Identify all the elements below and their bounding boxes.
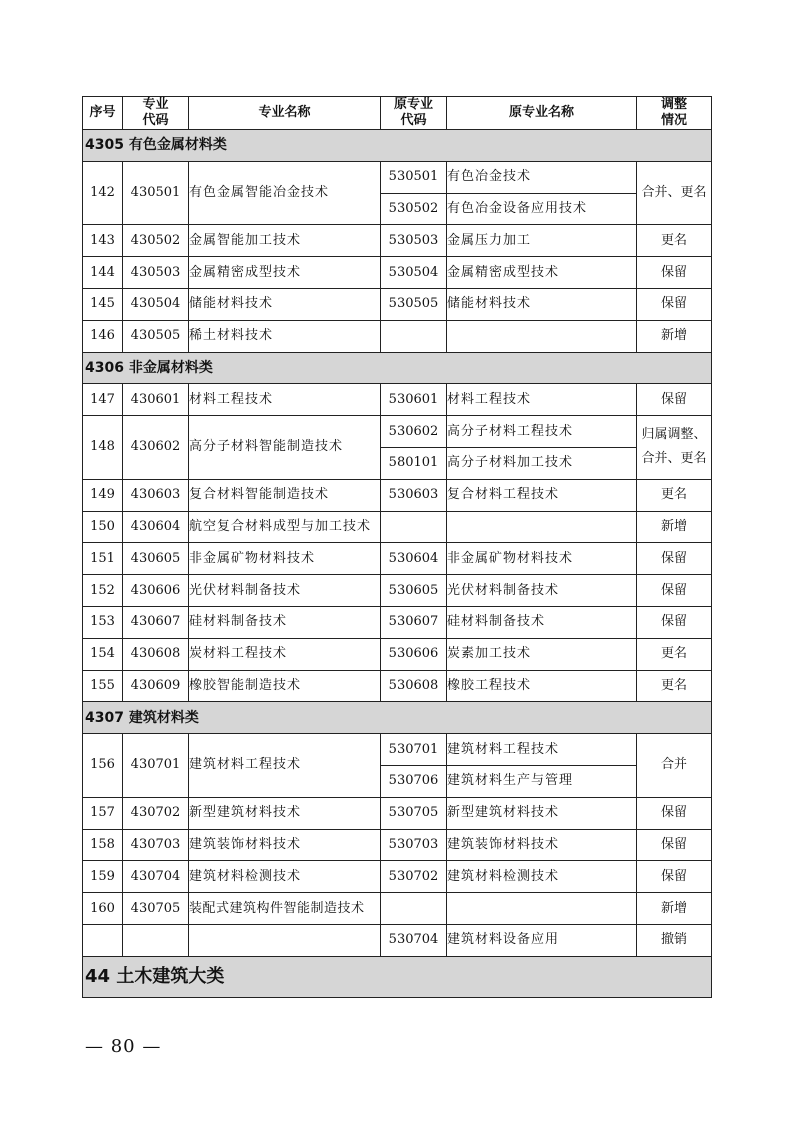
seq-cell: 156 xyxy=(83,734,123,798)
seq-cell: 153 xyxy=(83,606,123,638)
status-cell: 新增 xyxy=(637,320,712,352)
orig-name-cell: 金属精密成型技术 xyxy=(447,257,637,289)
name-cell: 光伏材料制备技术 xyxy=(189,575,381,607)
orig-name-cell: 储能材料技术 xyxy=(447,288,637,320)
header-orig-code: 原专业 代码 xyxy=(381,97,447,130)
orig-code-cell xyxy=(381,511,447,543)
seq-cell: 150 xyxy=(83,511,123,543)
name-cell: 炭材料工程技术 xyxy=(189,638,381,670)
header-name: 专业名称 xyxy=(189,97,381,130)
code-cell: 430705 xyxy=(123,893,189,925)
category-row xyxy=(83,130,712,162)
seq-cell: 151 xyxy=(83,543,123,575)
orig-code-cell: 530601 xyxy=(381,384,447,416)
category-4306: 4306 非金属材料类 xyxy=(83,352,712,384)
orig-name-cell xyxy=(447,320,637,352)
page-number: — 80 — xyxy=(85,1036,162,1057)
table-row xyxy=(83,161,712,193)
name-cell: 金属智能加工技术 xyxy=(189,225,381,257)
seq-cell: 154 xyxy=(83,638,123,670)
name-cell: 非金属矿物材料技术 xyxy=(189,543,381,575)
status-cell: 保留 xyxy=(637,288,712,320)
code-cell: 430601 xyxy=(123,384,189,416)
name-cell: 有色金属智能冶金技术 xyxy=(189,161,381,225)
status-cell: 新增 xyxy=(637,893,712,925)
orig-code-cell: 530603 xyxy=(381,479,447,511)
table-row xyxy=(83,288,712,320)
orig-code-cell: 530704 xyxy=(381,924,447,956)
status-cell: 保留 xyxy=(637,606,712,638)
name-cell: 材料工程技术 xyxy=(189,384,381,416)
seq-cell: 152 xyxy=(83,575,123,607)
code-cell: 430602 xyxy=(123,416,189,480)
code-cell: 430501 xyxy=(123,161,189,225)
status-cell: 更名 xyxy=(637,670,712,702)
code-cell: 430608 xyxy=(123,638,189,670)
seq-cell: 158 xyxy=(83,829,123,861)
status-cell: 保留 xyxy=(637,257,712,289)
table-row xyxy=(83,797,712,829)
table-row xyxy=(83,829,712,861)
orig-code-cell xyxy=(381,893,447,925)
status-cell: 更名 xyxy=(637,479,712,511)
orig-code-cell: 530703 xyxy=(381,829,447,861)
code-cell: 430704 xyxy=(123,861,189,893)
orig-name-cell: 建筑材料生产与管理 xyxy=(447,765,637,797)
table-row xyxy=(83,734,712,766)
status-cell: 新增 xyxy=(637,511,712,543)
code-cell: 430502 xyxy=(123,225,189,257)
status-cell: 合并 xyxy=(637,734,712,798)
table-row xyxy=(83,861,712,893)
category-44: 44 土木建筑大类 xyxy=(83,956,712,997)
orig-code-cell: 530701 xyxy=(381,734,447,766)
table-row xyxy=(83,924,712,956)
orig-name-cell: 新型建筑材料技术 xyxy=(447,797,637,829)
name-cell: 新型建筑材料技术 xyxy=(189,797,381,829)
table-row xyxy=(83,670,712,702)
seq-cell: 146 xyxy=(83,320,123,352)
seq-cell: 155 xyxy=(83,670,123,702)
header-orig-name: 原专业名称 xyxy=(447,97,637,130)
header-status: 调整 情况 xyxy=(637,97,712,130)
name-cell: 硅材料制备技术 xyxy=(189,606,381,638)
code-cell xyxy=(123,924,189,956)
table-header-row xyxy=(83,97,712,130)
orig-code-cell xyxy=(381,320,447,352)
code-cell: 430607 xyxy=(123,606,189,638)
status-cell: 保留 xyxy=(637,797,712,829)
seq-cell: 160 xyxy=(83,893,123,925)
orig-name-cell xyxy=(447,511,637,543)
orig-name-cell xyxy=(447,893,637,925)
seq-cell: 147 xyxy=(83,384,123,416)
table-row xyxy=(83,606,712,638)
code-cell: 430701 xyxy=(123,734,189,798)
orig-code-cell: 530505 xyxy=(381,288,447,320)
seq-cell: 149 xyxy=(83,479,123,511)
orig-code-cell: 530705 xyxy=(381,797,447,829)
name-cell: 航空复合材料成型与加工技术 xyxy=(189,511,381,543)
orig-code-cell: 530503 xyxy=(381,225,447,257)
orig-code-cell: 530604 xyxy=(381,543,447,575)
table-row xyxy=(83,257,712,289)
orig-name-cell: 建筑材料设备应用 xyxy=(447,924,637,956)
code-cell: 430702 xyxy=(123,797,189,829)
status-cell: 保留 xyxy=(637,861,712,893)
category-row xyxy=(83,352,712,384)
orig-name-cell: 硅材料制备技术 xyxy=(447,606,637,638)
orig-code-cell: 580101 xyxy=(381,447,447,479)
orig-name-cell: 非金属矿物材料技术 xyxy=(447,543,637,575)
name-cell: 稀土材料技术 xyxy=(189,320,381,352)
table-row xyxy=(83,638,712,670)
orig-name-cell: 炭素加工技术 xyxy=(447,638,637,670)
table-row xyxy=(83,479,712,511)
name-cell: 储能材料技术 xyxy=(189,288,381,320)
table-row xyxy=(83,543,712,575)
orig-code-cell: 530702 xyxy=(381,861,447,893)
seq-cell: 143 xyxy=(83,225,123,257)
table-row xyxy=(83,320,712,352)
seq-cell xyxy=(83,924,123,956)
seq-cell: 145 xyxy=(83,288,123,320)
code-cell: 430503 xyxy=(123,257,189,289)
code-cell: 430703 xyxy=(123,829,189,861)
status-cell: 保留 xyxy=(637,829,712,861)
status-cell: 更名 xyxy=(637,638,712,670)
orig-name-cell: 建筑材料检测技术 xyxy=(447,861,637,893)
major-adjustment-table xyxy=(82,96,712,998)
status-cell: 归属调整、 合并、更名 xyxy=(637,416,712,480)
category-row xyxy=(83,702,712,734)
table-row xyxy=(83,575,712,607)
category-row xyxy=(83,956,712,997)
name-cell: 建筑装饰材料技术 xyxy=(189,829,381,861)
header-seq: 序号 xyxy=(83,97,123,130)
status-cell: 合并、更名 xyxy=(637,161,712,225)
orig-name-cell: 材料工程技术 xyxy=(447,384,637,416)
orig-name-cell: 复合材料工程技术 xyxy=(447,479,637,511)
table-row xyxy=(83,416,712,448)
orig-code-cell: 530607 xyxy=(381,606,447,638)
name-cell: 复合材料智能制造技术 xyxy=(189,479,381,511)
seq-cell: 144 xyxy=(83,257,123,289)
seq-cell: 148 xyxy=(83,416,123,480)
name-cell: 金属精密成型技术 xyxy=(189,257,381,289)
orig-code-cell: 530502 xyxy=(381,193,447,225)
category-4305: 4305 有色金属材料类 xyxy=(83,130,712,162)
table-row xyxy=(83,384,712,416)
orig-name-cell: 高分子材料加工技术 xyxy=(447,447,637,479)
seq-cell: 159 xyxy=(83,861,123,893)
table-row xyxy=(83,893,712,925)
header-code: 专业 代码 xyxy=(123,97,189,130)
orig-name-cell: 高分子材料工程技术 xyxy=(447,416,637,448)
table-row xyxy=(83,225,712,257)
orig-name-cell: 光伏材料制备技术 xyxy=(447,575,637,607)
name-cell: 装配式建筑构件智能制造技术 xyxy=(189,893,381,925)
orig-code-cell: 530608 xyxy=(381,670,447,702)
status-cell: 撤销 xyxy=(637,924,712,956)
orig-code-cell: 530602 xyxy=(381,416,447,448)
orig-name-cell: 有色冶金技术 xyxy=(447,161,637,193)
orig-name-cell: 有色冶金设备应用技术 xyxy=(447,193,637,225)
orig-name-cell: 橡胶工程技术 xyxy=(447,670,637,702)
name-cell xyxy=(189,924,381,956)
code-cell: 430606 xyxy=(123,575,189,607)
table-row xyxy=(83,511,712,543)
name-cell: 橡胶智能制造技术 xyxy=(189,670,381,702)
code-cell: 430604 xyxy=(123,511,189,543)
code-cell: 430505 xyxy=(123,320,189,352)
status-cell: 保留 xyxy=(637,575,712,607)
orig-name-cell: 金属压力加工 xyxy=(447,225,637,257)
orig-code-cell: 530606 xyxy=(381,638,447,670)
orig-code-cell: 530504 xyxy=(381,257,447,289)
name-cell: 建筑材料工程技术 xyxy=(189,734,381,798)
code-cell: 430609 xyxy=(123,670,189,702)
orig-name-cell: 建筑材料工程技术 xyxy=(447,734,637,766)
status-cell: 保留 xyxy=(637,543,712,575)
orig-code-cell: 530706 xyxy=(381,765,447,797)
category-4307: 4307 建筑材料类 xyxy=(83,702,712,734)
orig-code-cell: 530605 xyxy=(381,575,447,607)
orig-code-cell: 530501 xyxy=(381,161,447,193)
code-cell: 430603 xyxy=(123,479,189,511)
code-cell: 430605 xyxy=(123,543,189,575)
orig-name-cell: 建筑装饰材料技术 xyxy=(447,829,637,861)
status-cell: 更名 xyxy=(637,225,712,257)
seq-cell: 142 xyxy=(83,161,123,225)
seq-cell: 157 xyxy=(83,797,123,829)
status-cell: 保留 xyxy=(637,384,712,416)
name-cell: 建筑材料检测技术 xyxy=(189,861,381,893)
name-cell: 高分子材料智能制造技术 xyxy=(189,416,381,480)
code-cell: 430504 xyxy=(123,288,189,320)
